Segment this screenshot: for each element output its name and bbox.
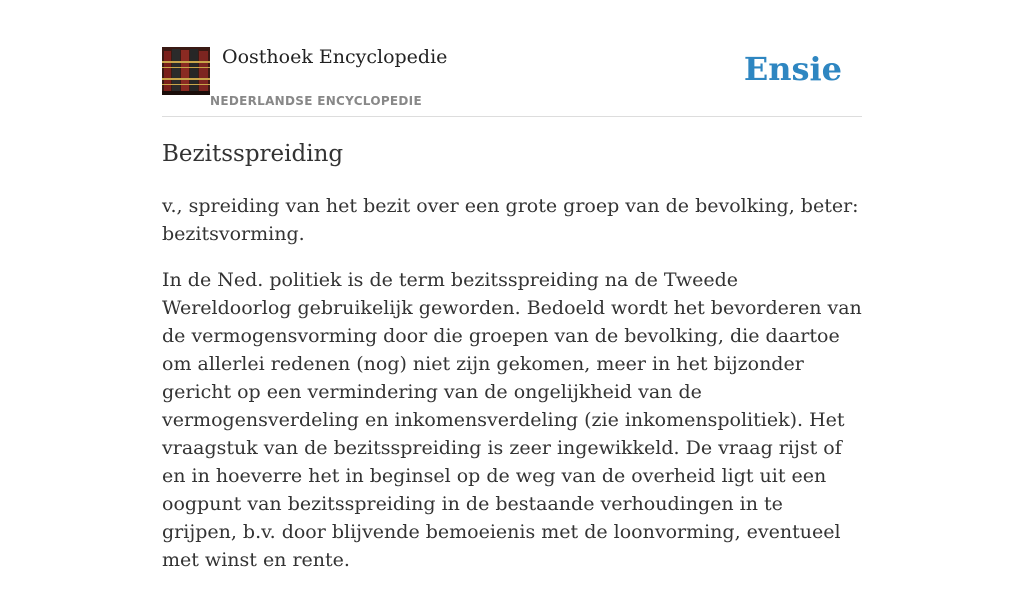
article: [162, 138, 862, 592]
source-subtitle: NEDERLANDSE ENCYCLOPEDIE: [210, 94, 422, 108]
article-paragraph-2: In de Ned. politiek is de term bezitsspreiding na de Tweede Wereldoorlog gebruikelijk geworden. Bedoeld wordt het bevorderen van de vermogensvorming door die groepen van de bevolking, die daartoe om allerlei redenen (nog) niet zijn gekomen, meer in het bijzonder gericht op een vermindering van de ongelijkheid van de vermogensverdeling en inkomensverdeling (zie inkomenspolitiek). Het vraagstuk van de bezitsspreiding is zeer ingewikkeld. De vraag rijst of en in hoeverre het in beginsel op de weg van de overheid ligt uit een oogpunt van bezitsspreiding in de bestaande verhoudingen in te grijpen, b.v. door blijvende bemoeienis met de loonvorming, eventueel met winst en rente.: [162, 269, 862, 571]
brand-logo[interactable]: Ensie: [743, 50, 842, 88]
site-header: [162, 44, 862, 117]
source-title[interactable]: Oosthoek Encyclopedie: [222, 46, 448, 68]
article-title: Bezitsspreiding: [162, 141, 344, 167]
book-spines-icon[interactable]: [162, 47, 210, 95]
article-paragraph-1: v., spreiding van het bezit over een grote groep van de bevolking, beter: bezitsvorming.: [162, 195, 859, 245]
